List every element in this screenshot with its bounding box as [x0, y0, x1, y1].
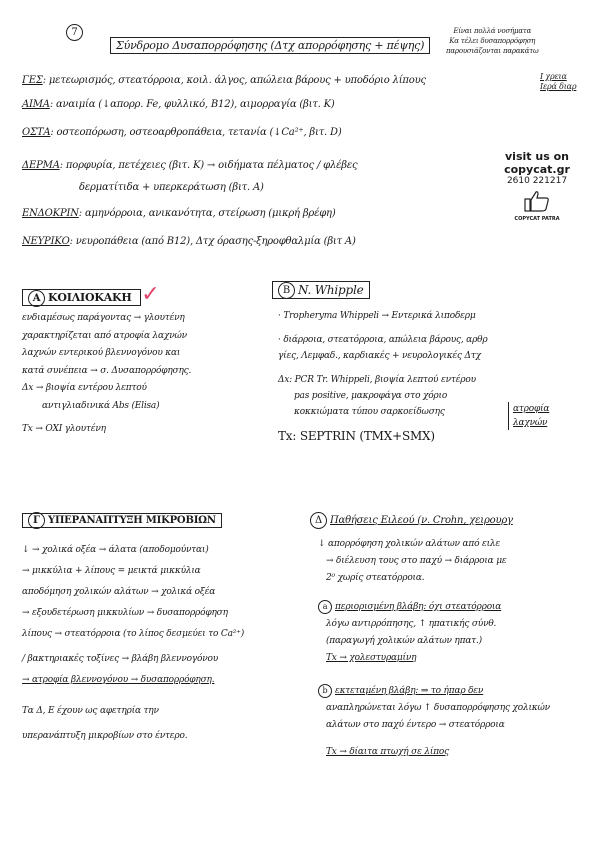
section-g-title: ΥΠΕΡΑΝΑΠΤΥΞΗ ΜΙΚΡΟΒΙΩΝ: [48, 515, 216, 526]
section-g-body: ↓ → χολικά οξέα → άλατα (αποδομούνται) → μικκύλια + λίπους = μεικτά μικκύλια αποδόμηση χολικών αλάτων → χολικά οξέα → εξουδετέρωση μικκυλίων → δυσαπορρόφηση λίπους → στεατόρροια (το λίπος δεσμεύει το Ca²⁺) / βακτηριακές τοξίνες → βλάβη βλεννογόνου → ατροφία βλεννογόνου → δυσαπορρόφηση. Τα Δ, Ε έχουν ως αφετηρία την υπερανάπτυξη μικροβίων στο έντερο.: [22, 545, 245, 741]
system-row-aima: ΑΙΜΑ: αναιμία (↓απορρ. Fe, φυλλικό, B12), αιμορραγία (βιτ. K): [22, 99, 335, 110]
copycat-ad: [492, 150, 582, 222]
section-d-title: Παθήσεις Ειλεού (ν. Crohn, χειρουργ: [330, 515, 513, 526]
section-d-heading: [310, 512, 513, 529]
section-b-letter: B: [278, 282, 295, 299]
section-a-heading: [22, 282, 159, 307]
system-row-derma-2: δερματίτιδα + υπερκεράτωση (βιτ. A): [79, 182, 264, 193]
page-title: Σύνδρομο Δυσαπορρόφησης (Δτχ απορρόφησης + πέψης): [110, 37, 430, 54]
section-b-heading: [272, 282, 370, 299]
system-row-neuriko: ΝΕΥΡΙΚΟ: νευροπάθεια (από B12), Δτχ όρασης-ξηροφθαλμία (βιτ A): [22, 236, 356, 247]
section-b-body: · Tropheryma Whippeli → Εντερικά λιποδερμ · διάρροια, στεατόρροια, απώλεια βάρους, αρθρ γίες, Λεμφαδ., καρδιακές + νευρολογικές Δτχ Δx: PCR Tr. Whippeli, βιοψία λεπτού εντέρου pas positive, μακροφάγα στο χόριο κοκκιώματα τύπου σαρκοείδωσης Tx: SEPTRIN (TMX+SMX): [278, 311, 488, 443]
page-number-circle: 7: [66, 24, 83, 41]
section-a-body: ενδιαμέσως παράγοντας → γλουτένη χαρακτηρίζεται από ατροφία λαχνών λαχνών εντερικού βλεννογόνου και κατά συνέπεια → σ. Δυσαπορρόφησης. Δx → βιοψία εντέρου λεπτού αντιγλιαδινικά Abs (Elisa) Tx → ΟΧΙ γλουτένη: [22, 313, 192, 434]
side-note-extra: Ι χρεια Ιερά διαρ: [540, 72, 577, 91]
system-row-osta: ΟΣΤΑ: οστεοπόρωση, οστεοαρθροπάθεια, τετανία (↓Ca²⁺, βιτ. D): [22, 127, 342, 138]
section-g-heading: [22, 512, 222, 529]
ad-line2: copycat.gr: [504, 163, 570, 176]
thumbs-up-icon: [492, 190, 582, 216]
section-a-title: ΚΟΙΛΙΟΚΑΚΗ: [48, 291, 132, 304]
system-row-endokrin: ΕΝΔΟΚΡΙΝ: αμηνόρροια, ανικανότητα, στείρωση (μικρή βρέφη): [22, 208, 336, 219]
section-d-body: ↓ απορρόφηση χολικών αλάτων από ειλε → διέλευση τους στο παχύ → διάρροια με 2⁰ χωρίς στεατόρροια. a περιορισμένη βλάβη: όχι στεατόρροια λόγω αντιρρόπησης, ↑ ηπατικής σύνθ. (παραγωγή χολικών αλάτων ηπατ.) Tx → χολεστυραμίνη b εκτεταμένη βλάβη: ⇒ το ήπαρ δεν αναπληρώνεται λόγω ↑ δυσαπορρόφησης χολικών αλάτων στο παχύ έντερο → στεατόρροια Tx → δίαιτα πτωχή σε λίπος: [318, 539, 550, 757]
section-a-letter: A: [28, 290, 45, 307]
page-number: [66, 24, 86, 41]
ad-phone: 2610 221217: [506, 176, 568, 186]
title-side-note: Είναι πολλά νοσήματα Κα τέλει δυσαπορρόφηση παρουσιάζονται παρακάτω: [446, 27, 539, 55]
sub-b-marker: b: [318, 684, 332, 698]
section-b-title: N. Whipple: [298, 283, 364, 297]
checkmark-icon: ✓: [141, 282, 160, 307]
ad-line1: visit us on: [505, 150, 569, 163]
system-row-ges: ΓΕΣ: μετεωρισμός, στεατόρροια, κοιλ. άλγος, απώλεια βάρους + υποδόριο λίπους: [22, 75, 426, 86]
section-b-bracket: ατροφία λαχνών: [508, 402, 549, 430]
section-g-letter: Γ: [28, 512, 45, 529]
system-row-derma: ΔΕΡΜΑ: πορφυρία, πετέχειες (βιτ. K) → οιδήματα πέλματος / φλέβες: [22, 160, 358, 171]
sub-a-marker: a: [318, 600, 332, 614]
ad-brand: COPYCAT PATRA: [514, 216, 560, 222]
section-d-letter: Δ: [310, 512, 327, 529]
